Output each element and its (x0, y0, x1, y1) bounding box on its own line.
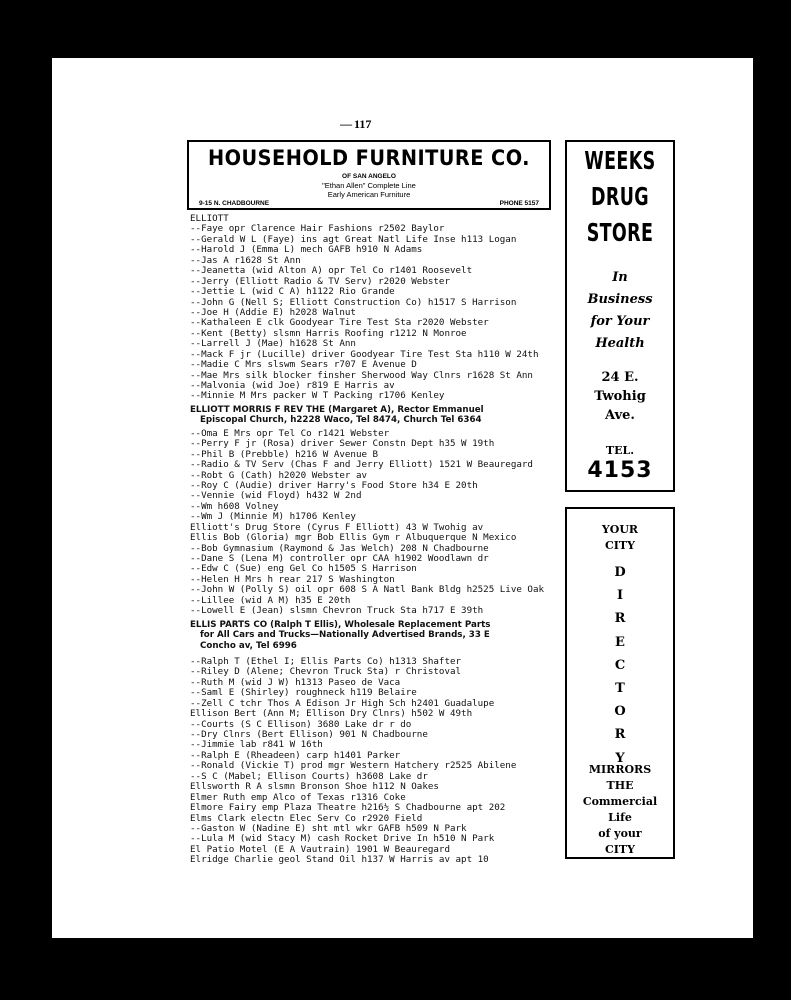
listing-entry: --Riley D (Alene; Chevron Truck Sta) r Christoval (190, 667, 462, 678)
listing-entry: --Kent (Betty) slsmn Harris Roofing r1212 N Monroe (190, 328, 467, 339)
listing-entry: Ellison Bert (Ann M; Ellison Dry Clnrs) h502 W 49th (190, 709, 473, 720)
ad-footer-line: Commercial (582, 795, 658, 808)
listing-block (190, 214, 562, 402)
listing-entry: --Dry Clnrs (Bert Ellison) 901 N Chadbourne (190, 730, 428, 740)
ad-footer-line: THE (606, 779, 634, 792)
listing-entry: --Wm J (Minnie M) h1706 Kenley (190, 512, 356, 523)
listing-entry: Ellis Bob (Gloria) mgr Bob Ellis Gym r Albuquerque N Mexico (190, 533, 517, 544)
directory-letter: O (614, 704, 626, 720)
vertical-directory-word (567, 561, 673, 770)
listing-entry: Ellsworth R A slsmn Bronson Shoe h112 N Oakes (190, 782, 439, 793)
ad-line: "Ethan Allen" Complete Line (322, 181, 416, 190)
listing-entry: --Ralph E (Rheadeen) carp h1401 Parker (190, 750, 401, 761)
ad-phone: PHONE 5157 (499, 200, 539, 207)
directory-letter: R (614, 727, 626, 743)
listing-entry: --John G (Nell S; Elliott Construction Co) h1517 S Harrison (190, 297, 517, 308)
directory-letter: R (614, 611, 626, 627)
ad-address-line: Twohig (594, 389, 646, 404)
listing-entry: --Zell C tchr Thos A Edison Jr High Sch h2401 Guadalupe (190, 698, 495, 709)
directory-listings (190, 214, 562, 866)
ad-line: Early American Furniture (327, 190, 411, 199)
city-directory-ad (565, 507, 675, 859)
listing-entry: --Vennie (wid Floyd) h432 W 2nd (190, 491, 362, 502)
listing-entry: --Mack F jr (Lucille) driver Goodyear Tire Test Sta h110 W 24th (190, 349, 539, 360)
listing-entry: --Kathaleen E clk Goodyear Tire Test Sta r2020 Webster (190, 318, 489, 329)
listing-entry: --Lillee (wid A M) h35 E 20th (190, 595, 351, 606)
ad-footer-line: MIRRORS (588, 763, 652, 776)
listing-entry: --Madie C Mrs slswm Sears r707 E Avenue D (190, 360, 417, 371)
listing-entry: --Jeanetta (wid Alton A) opr Tel Co r1401 Roosevelt (190, 266, 473, 277)
ad-slogan-line: for Your (590, 314, 650, 329)
listing-entry: Elridge Charlie geol Stand Oil h137 W Harris av apt 10 (190, 855, 489, 866)
listing-entry: --Jettie L (wid C A) h1122 Rio Grande (190, 287, 395, 298)
listing-entry: --Jimmie lab r841 W 16th (190, 740, 323, 751)
ad-tel-label: TEL. (605, 444, 635, 457)
bold-listing-line: ELLIOTT MORRIS F REV THE (Margaret A), Rector Emmanuel (190, 404, 484, 415)
listing-entry: ELLIOTT (190, 214, 229, 224)
ad-slogan-line: Health (595, 336, 645, 351)
listing-entry: --Faye opr Clarence Hair Fashions r2502 Baylor (190, 224, 445, 235)
listing-entry: Elms Clark electn Elec Serv Co r2920 Field (190, 813, 423, 824)
listing-entry: --Radio & TV Serv (Chas F and Jerry Elliott) 1521 W Beauregard (190, 460, 533, 471)
listing-entry: --Courts (S C Ellison) 3680 Lake dr r do (190, 719, 412, 730)
directory-letter: I (616, 588, 624, 604)
bold-listing-line: Concho av, Tel 6996 (200, 640, 297, 651)
listing-entry: --Ruth M (wid J W) h1313 Paseo de Vaca (190, 677, 401, 688)
listing-entry: --Oma E Mrs opr Tel Co r1421 Webster (190, 428, 390, 439)
ad-tel-number: 4153 (587, 458, 653, 483)
listing-entry: --Saml E (Shirley) roughneck h119 Belaire (190, 688, 417, 699)
listing-entry: Elliott's Drug Store (Cyrus F Elliott) 43 W Twohig av (190, 522, 484, 533)
ad-header-line: CITY (605, 539, 635, 552)
listing-entry: --John W (Polly S) oil opr 608 S A Natl Bank Bldg h2525 Live Oak (190, 585, 545, 596)
listing-entry: --Roy C (Audie) driver Harry's Food Store h34 E 20th (190, 480, 478, 491)
listing-entry: --Ralph T (Ethel I; Ellis Parts Co) h1313 Shafter (190, 656, 462, 667)
ad-slogan-line: Business (587, 292, 653, 307)
listing-entry: Elmore Fairy emp Plaza Theatre h216½ S Chadbourne apt 202 (190, 803, 506, 814)
listing-entry: --Helen H Mrs h rear 217 S Washington (190, 574, 395, 585)
listing-entry: --Phil B (Prebble) h216 W Avenue B (190, 449, 379, 460)
directory-letter: T (615, 680, 625, 696)
listing-entry: --Mae Mrs silk blocker finsher Sherwood Way Clnrs r1628 St Ann (190, 370, 533, 381)
listing-entry: --Perry F jr (Rosa) driver Sewer Constn Dept h35 W 19th (190, 439, 495, 450)
listing-entry: --Lowell E (Jean) slsmn Chevron Truck Sta h717 E 39th (190, 606, 484, 617)
ad-name-line: STORE (586, 218, 654, 247)
listing-entry: --Larrell J (Mae) h1628 St Ann (190, 339, 356, 350)
listing-block (190, 429, 562, 617)
directory-letter: Y (615, 750, 625, 766)
listing-entry: --Jas A r1628 St Ann (190, 255, 301, 266)
bold-listing-line: for All Cars and Trucks—Nationally Advertised Brands, 33 E (200, 630, 490, 641)
listing-entry: --Bob Gymnasium (Raymond & Jas Welch) 208 N Chadbourne (190, 543, 489, 554)
directory-letter: E (615, 634, 625, 650)
listing-entry: --Gaston W (Nadine E) sht mtl wkr GAFB h509 N Park (190, 823, 467, 834)
ad-name-line: WEEKS (584, 146, 656, 175)
listing-entry: --Lula M (wid Stacy M) cash Rocket Drive In h510 N Park (190, 834, 495, 845)
listing-entry: Elmer Ruth emp Alco of Texas r1316 Coke (190, 792, 406, 803)
ad-address-line: Ave. (605, 408, 635, 423)
page-number: — 117 (340, 117, 371, 132)
listing-entry: --Malvonia (wid Joe) r819 E Harris av (190, 381, 395, 391)
ad-footer-line: CITY (605, 843, 635, 856)
listing-entry: --Robt G (Cath) h2020 Webster av (190, 470, 368, 481)
listing-entry: --Joe H (Addie E) h2028 Walnut (190, 307, 356, 318)
directory-letter: D (614, 565, 626, 580)
ad-slogan-line: In (612, 270, 628, 285)
listing-entry: --Harold J (Emma L) mech GAFB h910 N Adams (190, 245, 423, 256)
listing-entry: --Jerry (Elliott Radio & TV Serv) r2020 Webster (190, 276, 450, 287)
household-furniture-ad (187, 140, 551, 210)
ad-address-line: 24 E. (601, 370, 639, 385)
listing-block (190, 657, 562, 866)
listing-entry: El Patio Motel (E A Vautrain) 1901 W Beauregard (190, 844, 450, 855)
listing-entry: --Gerald W L (Faye) ins agt Great Natl Life Inse h113 Logan (190, 234, 517, 245)
weeks-drug-store-ad (565, 140, 675, 492)
ad-footer-line: Life (608, 811, 632, 824)
listing-entry: --Dane S (Lena M) controller opr CAA h1902 Woodlawn dr (190, 554, 489, 564)
ad-address: 9-15 N. CHADBOURNE (199, 200, 270, 207)
bold-listing-line: Episcopal Church, h2228 Waco, Tel 8474, Church Tel 6364 (200, 415, 482, 426)
listing-entry: --Ronald (Vickie T) prod mgr Western Hatchery r2525 Abilene (190, 761, 517, 772)
directory-letter: C (614, 657, 626, 673)
listing-entry: --Wm h608 Volney (190, 501, 279, 512)
listing-entry: --Minnie M Mrs packer W T Packing r1706 Kenley (190, 391, 445, 402)
ad-footer-line: of your (598, 827, 642, 840)
ad-header-line: YOUR (601, 523, 639, 536)
listing-entry: --Edw C (Sue) eng Gel Co h1505 S Harrison (190, 564, 417, 575)
ad-title: HOUSEHOLD FURNITURE CO. (208, 146, 530, 170)
listing-entry: --S C (Mabel; Ellison Courts) h3608 Lake dr (190, 771, 428, 782)
bold-listing-line: ELLIS PARTS CO (Ralph T Ellis), Wholesale Replacement Parts (190, 619, 491, 630)
ad-name-line: DRUG (591, 182, 649, 211)
ad-line: OF SAN ANGELO (342, 173, 396, 180)
